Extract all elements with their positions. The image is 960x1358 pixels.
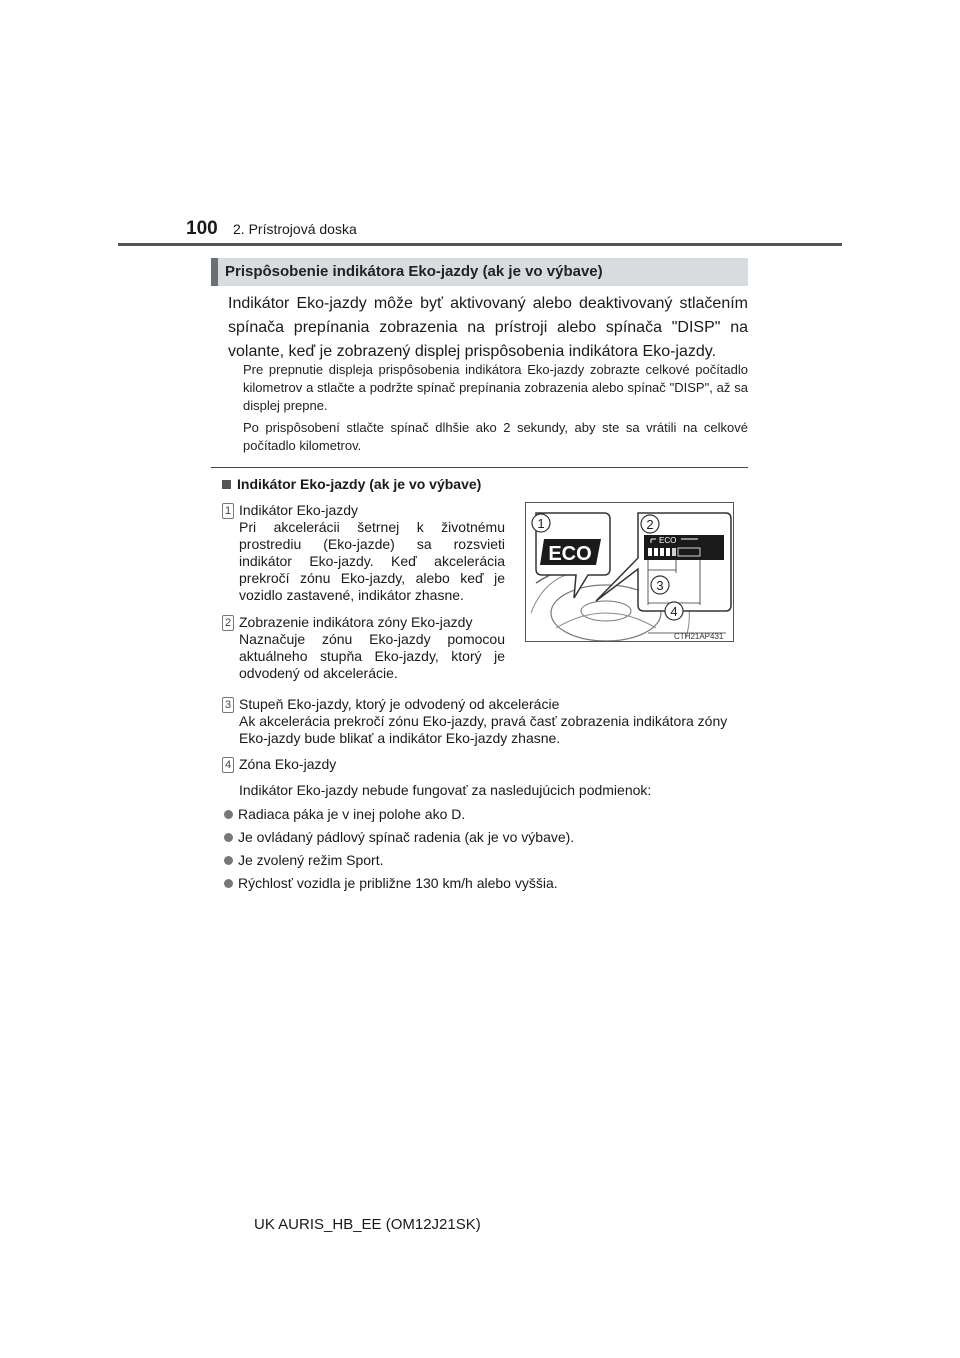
callout-3: 3 [656,578,664,593]
figure-code: CTH21AP431 [674,632,724,641]
document-footer: UK AURIS_HB_EE (OM12J21SK) [254,1216,481,1233]
item-title: Stupeň Eko-jazdy, ktorý je odvodený od akcelerácie [239,696,560,712]
item-description: Ak akcelerácia prekročí zónu Eko-jazdy, pravá časť zobrazenia indikátora zóny Eko-jazdy bude blikať a indikátor Eko-jazdy zhasne. [239,713,728,746]
callout-2: 2 [646,517,654,532]
page-number: 100 [186,218,218,239]
condition-bullet [224,806,465,822]
callout-4: 4 [670,604,678,619]
item-number-badge: 4 [222,757,234,773]
bullet-icon [224,833,233,842]
condition-bullet [224,829,574,845]
intro-paragraph: Indikátor Eko-jazdy môže byť aktivovaný alebo deaktivovaný stlačením spínača prepínania zobrazenia na prístroji alebo spínača "DISP" na volante, keď je zobrazený displej prispôsobenia indikátora Eko-jazdy. [228,295,748,360]
section-heading [211,258,748,286]
conditions-intro: Indikátor Eko-jazdy nebude fungovať za nasledujúcich podmienok: [239,782,652,798]
item-description: Naznačuje zónu Eko-jazdy pomocou aktuálneho stupňa Eko-jazdy, ktorý je odvodený od akcelerácie. [239,631,505,681]
section-title: Prispôsobenie indikátora Eko-jazdy (ak je vo výbave) [225,263,603,280]
item-number-badge: 3 [222,697,234,713]
eco-indicator-illustration [525,502,734,642]
note-paragraph: Po prispôsobení stlačte spínač dlhšie ako 2 sekundy, aby ste sa vrátili na celkové počítadlo kilometrov. [243,420,748,453]
item-number-badge: 2 [222,615,234,631]
small-eco-label: ECO [659,536,677,545]
square-bullet-icon [222,480,231,489]
condition-text: Je ovládaný pádlový spínač radenia (ak je vo výbave). [238,829,575,845]
header-rule [118,243,842,246]
item-number-badge: 1 [222,503,234,519]
subsection-title: Indikátor Eko-jazdy (ak je vo výbave) [237,476,482,492]
item-title: Indikátor Eko-jazdy [239,502,359,518]
callout-1: 1 [537,516,545,531]
section-accent [211,258,218,286]
chapter-title: 2. Prístrojová doska [233,221,357,237]
bullet-icon [224,856,233,865]
condition-bullet [224,852,384,868]
subsection-heading [222,476,481,492]
dashboard-diagram [526,503,733,641]
note-paragraph: Pre prepnutie displeja prispôsobenia indikátora Eko-jazdy zobrazte celkové počítadlo kilometrov a stlačte a podržte spínač prepínania zobrazenia alebo spínač "DISP", až sa displej prepne. [243,362,748,413]
bullet-icon [224,879,233,888]
item-title: Zobrazenie indikátora zóny Eko-jazdy [239,614,473,630]
condition-text: Radiaca páka je v inej polohe ako D. [238,806,466,822]
condition-text: Rýchlosť vozidla je približne 130 km/h alebo vyššia. [238,875,558,891]
eco-label: ECO [548,543,592,565]
bullet-icon [224,810,233,819]
item-description: Pri akcelerácii šetrnej k životnému prostrediu (Eko-jazde) sa rozsvieti indikátor Eko-jazdy. Keď akcelerácia prekročí zónu Eko-jazdy, alebo keď je vozidlo zastavené, indikátor zhasne. [239,519,505,603]
condition-bullet [224,875,558,891]
condition-text: Je zvolený režim Sport. [238,852,384,868]
item-title: Zóna Eko-jazdy [239,756,337,772]
divider [211,467,748,468]
